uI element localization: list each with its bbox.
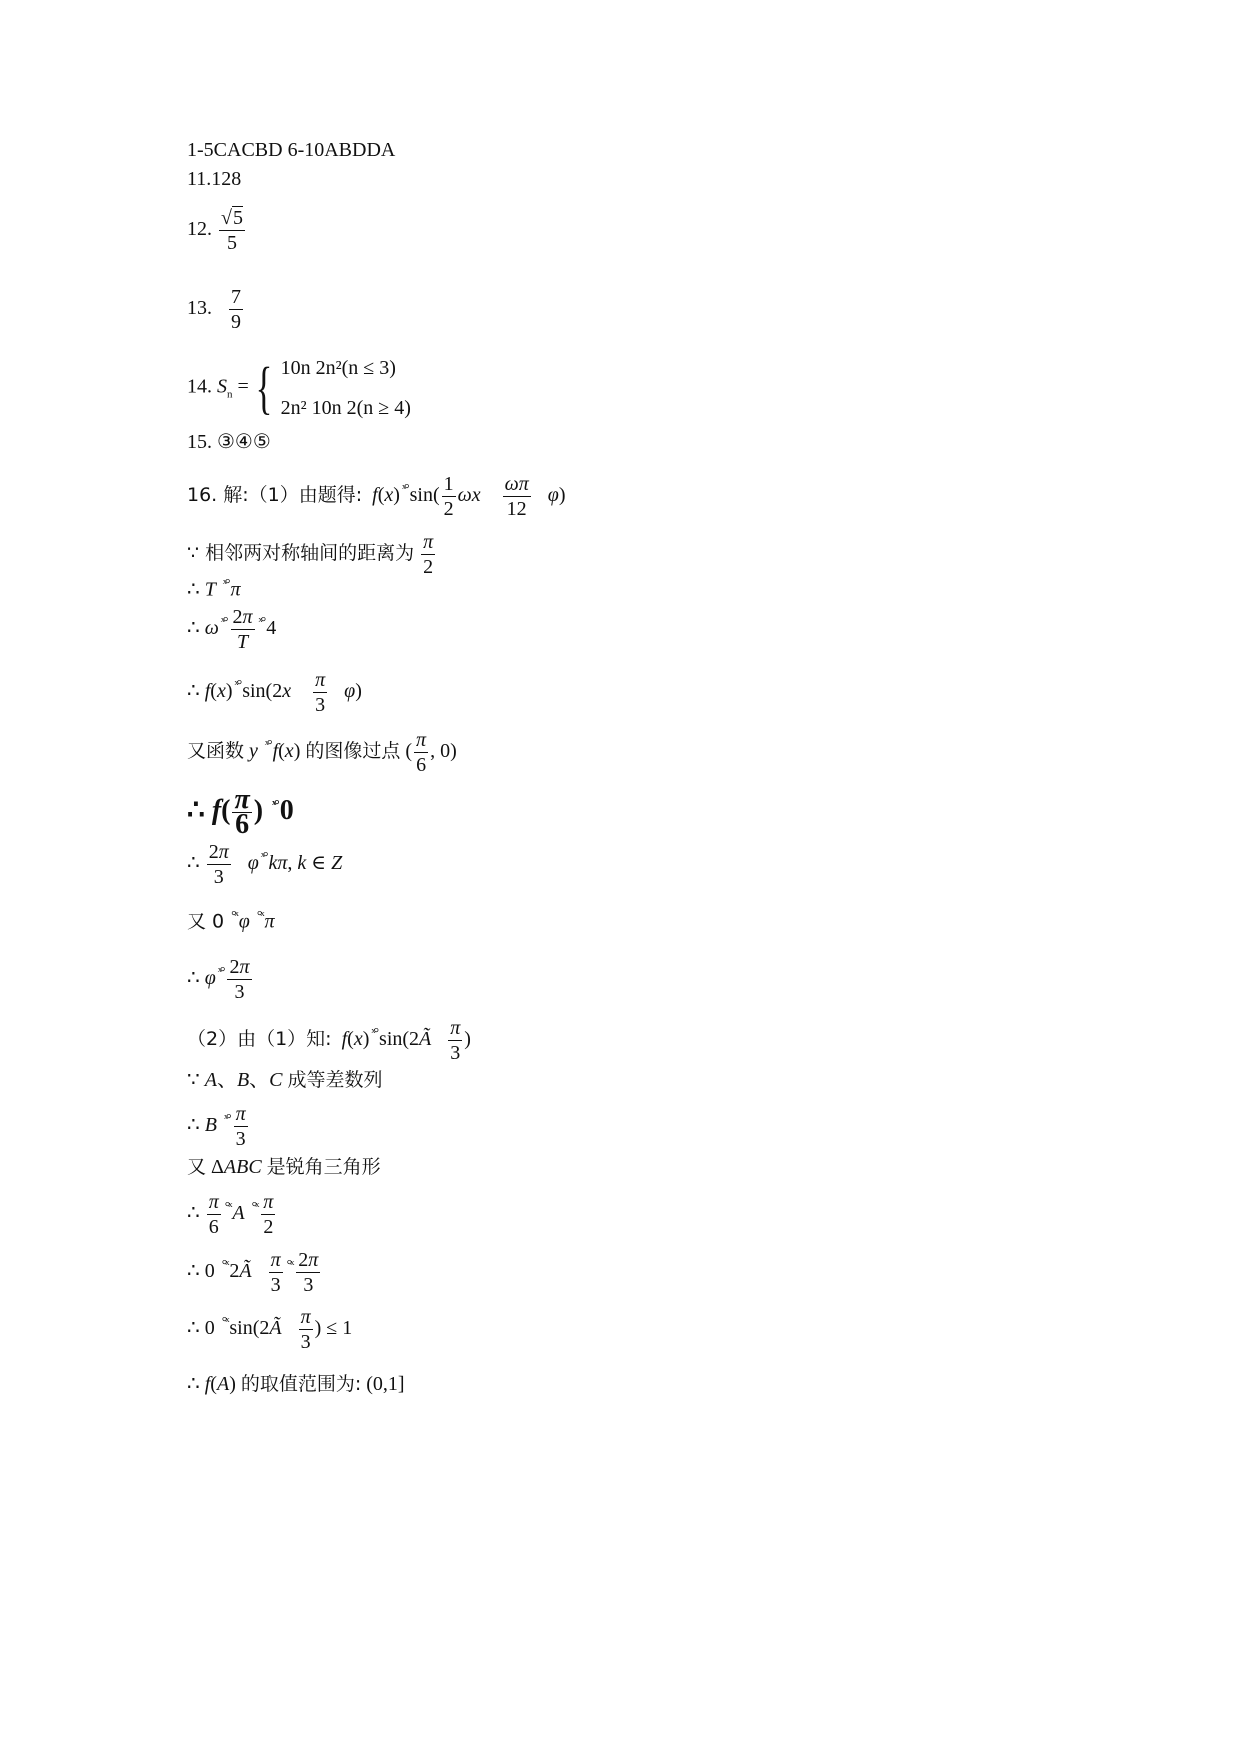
answer-14-cases: [281, 348, 411, 428]
step-phase: ∴ $\frac{2\pi}{3}$ φ $^{ˣ^\circ}$ kπ, k ∈ Z: [187, 841, 343, 888]
part2-acute: 又 ΔABC 是锐角三角形: [187, 1156, 381, 1178]
part2-conclusion: ∴ f(A) 的取值范围为: (0,1]: [187, 1373, 405, 1395]
answer-12-label: 12.: [187, 218, 212, 241]
step-f-form: ∴ f(x) $^{ˣ^\circ}$ sin(2x $\frac{\pi}{3}$ φ): [187, 669, 362, 716]
answer-13: [187, 285, 245, 334]
part2-sin-range: ∴ 0 $^{^\circ ˣ}$ sin(2Ã $\frac{\pi}{3}$ ) ≤ 1: [187, 1306, 353, 1353]
step-period: ∴ T $^{ˣ^\circ}$ π: [187, 577, 241, 601]
final-range: (0,1]: [366, 1373, 405, 1395]
q16-lead: 16. 解:（1）由题得:: [187, 484, 363, 507]
answer-14-case-1: 10n 2n²(n ≤ 3): [280, 357, 396, 379]
step-phi-value: ∴ φ $^{ˣ^\circ}$ $\frac{2\pi}{3}$: [187, 956, 250, 1003]
answer-14: 14. $S_n$ = { 10n 2n²(n ≤ 3) 2n² 10n 2(n ≥ 4): [187, 348, 411, 428]
step-phi-range: 又 0 $^{^\circ ˣ}$ φ $^{^\circ ˣ}$ π: [187, 909, 275, 933]
answer-14-label: 14.: [187, 375, 212, 398]
step-omega: ∴ ω $^{ˣ^\circ}$ $\frac{2\pi}{T}$ $^{ˣ^\circ}$ 4: [187, 606, 277, 653]
step-distance: ∵ 相邻两对称轴间的距离为 $\frac{\pi}{2}$: [187, 531, 434, 578]
pi-over-2: $\frac{\pi}{2}$: [423, 531, 434, 578]
answer-13-fraction: $\frac{7}{9}$: [231, 286, 241, 333]
answer-14-case-2: 2n² 10n 2(n ≥ 4): [280, 397, 411, 419]
answer-1-10: 1-5CACBD 6-10ABDDA: [187, 139, 396, 161]
part2-heading: （2）由（1）知: f(x) $^{ˣ^\circ}$ sin(2Ã $\frac{\pi}{3}$ ): [187, 1017, 471, 1064]
step-point: 又函数 y $^{ˣ^\circ}$ f(x) 的图像过点 ( $\frac{\pi}{6}$ , 0): [187, 729, 457, 776]
q16-formula: f(x) $^{ˣ^\circ}$ sin( $\frac{1}{2}$ ωx $\frac{\omega\pi}{12}$ φ): [372, 473, 566, 520]
answer-12: [187, 206, 247, 255]
brace-icon: {: [255, 355, 273, 420]
step-f-zero: ∴ f( $\frac{\pi}{6}$ ) $^{ˣ^\circ}$0: [187, 784, 294, 840]
answer-12-fraction: $\frac{√5}{5}$: [221, 207, 243, 254]
answer-15: 15. ③④⑤: [187, 431, 271, 453]
answer-13-label: 13.: [187, 297, 212, 320]
part2-arith: ∵ A、B、C 成等差数列: [187, 1069, 383, 1091]
part2-a-range: ∴ $\frac{\pi}{6}$ $^{^\circ ˣ}$ A $^{^\circ ˣ}$ $\frac{\pi}{2}$: [187, 1191, 274, 1238]
part2-angle-range: ∴ 0 $^{^\circ ˣ}$ 2Ã $\frac{\pi}{3}$ $^{^\circ ˣ}$ $\frac{2\pi}{3}$: [187, 1249, 319, 1296]
part2-b: ∴ B $^{ˣ^\circ}$ $\frac{\pi}{3}$: [187, 1103, 246, 1150]
answer-11: 11.128: [187, 168, 242, 190]
q16-heading: [187, 472, 566, 521]
